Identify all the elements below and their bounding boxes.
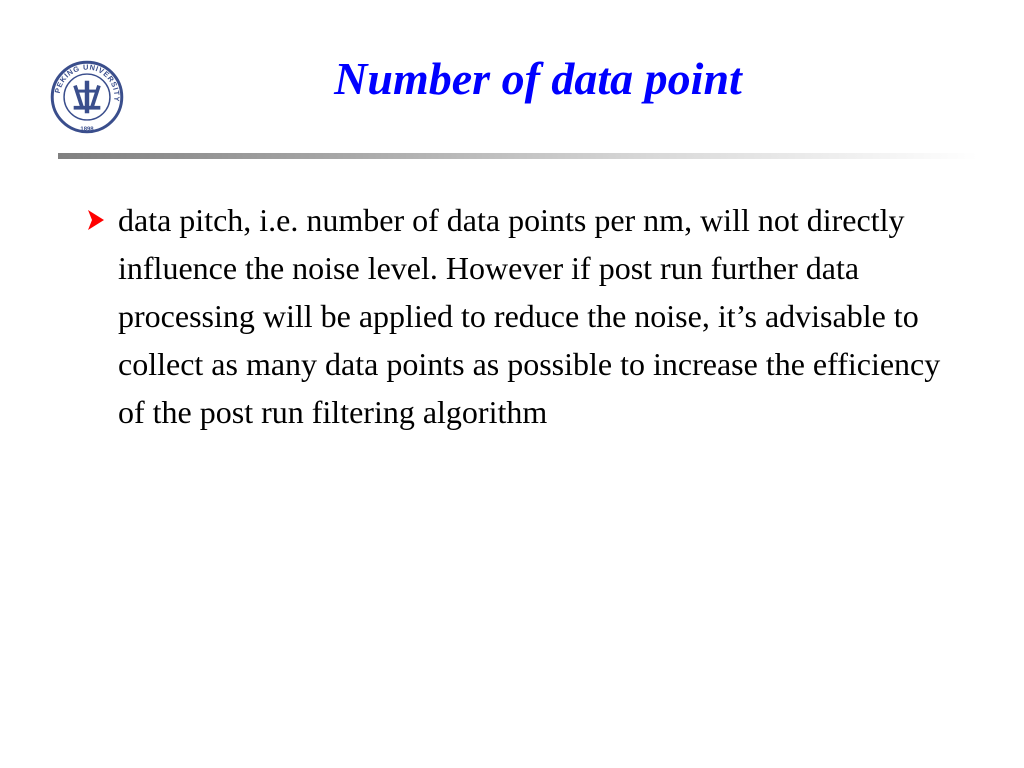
slide-title: Number of data point [334, 53, 742, 104]
arrow-bullet-icon [86, 209, 106, 231]
bullet-list [86, 196, 946, 436]
svg-text:1898: 1898 [80, 126, 94, 133]
bullet-text: data pitch, i.e. number of data points per nm, will not directly influence the noise level. However if post run further data processing will be applied to reduce the noise, it’s advisable to collect as many data points as possible to increase the efficiency of the post run filtering algorithm [118, 202, 941, 430]
title-divider [58, 153, 978, 159]
bullet-item [86, 196, 946, 436]
svg-text:PEKING UNIVERSITY: PEKING UNIVERSITY [52, 62, 122, 103]
